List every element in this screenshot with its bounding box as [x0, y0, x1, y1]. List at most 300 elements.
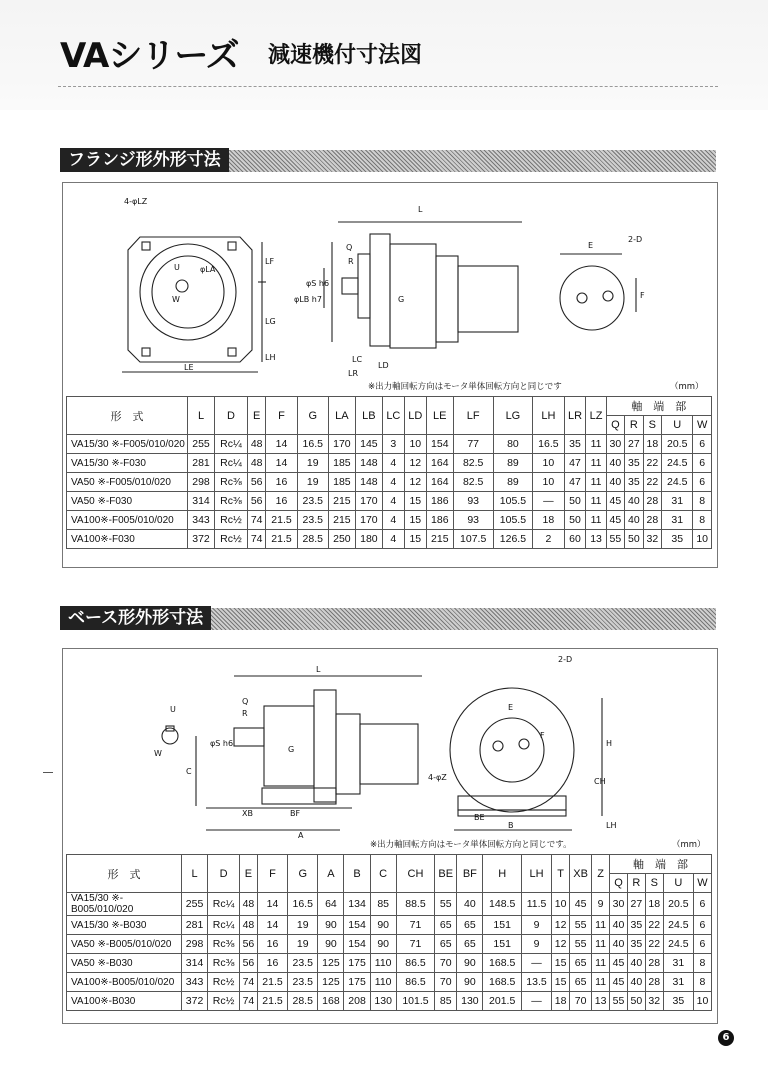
value-cell: Rc½ — [208, 992, 240, 1011]
value-cell: 28 — [645, 973, 663, 992]
value-cell: 55 — [570, 916, 592, 935]
value-cell: — — [521, 992, 551, 1011]
w-label: W — [154, 749, 162, 758]
value-cell: 88.5 — [396, 893, 434, 916]
value-cell: 22 — [645, 916, 663, 935]
col-header: F — [266, 397, 297, 435]
value-cell: 35 — [625, 473, 643, 492]
flange-dimension-table — [66, 396, 712, 549]
value-cell: 12 — [552, 916, 570, 935]
value-cell: 14 — [257, 893, 287, 916]
header-divider — [58, 86, 718, 87]
value-cell: 74 — [239, 992, 257, 1011]
value-cell: 10 — [533, 454, 564, 473]
value-cell: 4 — [382, 511, 404, 530]
value-cell: 28.5 — [288, 992, 318, 1011]
value-cell: 185 — [328, 473, 355, 492]
table-row — [67, 893, 712, 916]
value-cell: 4 — [382, 530, 404, 549]
model-cell: VA15/30 ※-F030 — [67, 454, 188, 473]
s-label: φS h6 — [210, 739, 234, 748]
value-cell: 168.5 — [483, 973, 521, 992]
model-cell: VA15/30 ※-B030 — [67, 916, 182, 935]
value-cell: 8 — [693, 954, 711, 973]
value-cell: 6 — [693, 435, 712, 454]
col-header: U — [662, 416, 693, 435]
col-header: LC — [382, 397, 404, 435]
table-row — [67, 530, 712, 549]
value-cell: 343 — [188, 511, 215, 530]
value-cell: 126.5 — [493, 530, 533, 549]
value-cell: 101.5 — [396, 992, 434, 1011]
f-label: F — [640, 291, 645, 300]
value-cell: 71 — [396, 916, 434, 935]
value-cell: 89 — [493, 454, 533, 473]
value-cell: 20.5 — [662, 435, 693, 454]
value-cell: 168.5 — [483, 954, 521, 973]
col-header: L — [188, 397, 215, 435]
table-row — [67, 935, 712, 954]
value-cell: 16 — [257, 935, 287, 954]
col-header: LR — [564, 397, 586, 435]
ch-label: CH — [594, 777, 606, 786]
value-cell: 105.5 — [493, 492, 533, 511]
value-cell: 40 — [610, 935, 628, 954]
value-cell: 215 — [328, 511, 355, 530]
value-cell: 35 — [625, 454, 643, 473]
value-cell: 110 — [370, 954, 396, 973]
value-cell: 186 — [426, 492, 453, 511]
value-cell: 164 — [426, 473, 453, 492]
lg-label: LG — [265, 317, 276, 326]
value-cell: 40 — [457, 893, 483, 916]
value-cell: 45 — [610, 973, 628, 992]
l-label: L — [418, 205, 423, 214]
value-cell: 90 — [457, 973, 483, 992]
table-row — [67, 473, 712, 492]
value-cell: 45 — [570, 893, 592, 916]
value-cell: 19 — [297, 473, 328, 492]
value-cell: 16.5 — [533, 435, 564, 454]
value-cell: 125 — [318, 954, 344, 973]
value-cell: 19 — [297, 454, 328, 473]
value-cell: 45 — [610, 954, 628, 973]
model-cell: VA50 ※-F005/010/020 — [67, 473, 188, 492]
value-cell: 8 — [693, 492, 712, 511]
col-header: D — [208, 855, 240, 893]
e-label: E — [508, 703, 514, 712]
value-cell: 35 — [564, 435, 586, 454]
xb-label: XB — [242, 809, 253, 818]
value-cell: 23.5 — [297, 492, 328, 511]
value-cell: 48 — [247, 435, 265, 454]
value-cell: 201.5 — [483, 992, 521, 1011]
value-cell: 13 — [592, 992, 610, 1011]
value-cell: 24.5 — [662, 454, 693, 473]
z-label: 4-φZ — [428, 773, 447, 782]
value-cell: 21.5 — [257, 992, 287, 1011]
value-cell: 23.5 — [288, 954, 318, 973]
value-cell: 130 — [457, 992, 483, 1011]
value-cell: 24.5 — [663, 916, 693, 935]
value-cell: 23.5 — [297, 511, 328, 530]
value-cell: 170 — [328, 435, 355, 454]
value-cell: 11 — [592, 973, 610, 992]
value-cell: 31 — [663, 973, 693, 992]
value-cell: 56 — [247, 473, 265, 492]
value-cell: 90 — [318, 935, 344, 954]
model-cell: VA100※-B005/010/020 — [67, 973, 182, 992]
value-cell: 314 — [182, 954, 208, 973]
value-cell: 85 — [435, 992, 457, 1011]
value-cell: 28.5 — [297, 530, 328, 549]
value-cell: 47 — [564, 454, 586, 473]
col-model: 形 式 — [67, 855, 182, 893]
value-cell: 50 — [564, 511, 586, 530]
value-cell: 6 — [693, 454, 712, 473]
value-cell: 10 — [552, 893, 570, 916]
value-cell: 11.5 — [521, 893, 551, 916]
col-header: LZ — [586, 397, 606, 435]
a-label: A — [298, 831, 304, 840]
value-cell: 31 — [662, 511, 693, 530]
value-cell: 90 — [318, 916, 344, 935]
lc-label: LC — [352, 355, 363, 364]
value-cell: 3 — [382, 435, 404, 454]
d2-label: 2-D — [558, 655, 573, 664]
value-cell: 6 — [693, 473, 712, 492]
value-cell: 372 — [188, 530, 215, 549]
value-cell: 15 — [404, 530, 426, 549]
g-label: G — [288, 745, 295, 754]
model-cell: VA100※-F030 — [67, 530, 188, 549]
value-cell: 11 — [586, 473, 606, 492]
value-cell: 15 — [552, 973, 570, 992]
col-header: LG — [493, 397, 533, 435]
u-label: U — [174, 263, 180, 272]
e-label: E — [588, 241, 594, 250]
value-cell: 31 — [663, 954, 693, 973]
value-cell: Rc⅜ — [215, 492, 248, 511]
value-cell: 70 — [570, 992, 592, 1011]
value-cell: 86.5 — [396, 973, 434, 992]
col-header: BE — [435, 855, 457, 893]
value-cell: 9 — [521, 935, 551, 954]
model-cell: VA50 ※-B030 — [67, 954, 182, 973]
value-cell: 56 — [239, 935, 257, 954]
value-cell: 50 — [627, 992, 645, 1011]
value-cell: 298 — [182, 935, 208, 954]
col-header: BF — [457, 855, 483, 893]
base-unit: （mm） — [672, 840, 706, 850]
value-cell: 55 — [606, 530, 624, 549]
value-cell: Rc½ — [208, 973, 240, 992]
value-cell: 27 — [625, 435, 643, 454]
value-cell: 4 — [382, 473, 404, 492]
col-header: R — [627, 874, 645, 893]
value-cell: Rc⅜ — [208, 954, 240, 973]
value-cell: 134 — [344, 893, 370, 916]
c-label: C — [186, 767, 192, 776]
value-cell: 22 — [643, 454, 661, 473]
value-cell: 48 — [239, 893, 257, 916]
value-cell: 208 — [344, 992, 370, 1011]
value-cell: 93 — [453, 492, 493, 511]
value-cell: 18 — [533, 511, 564, 530]
col-header: R — [625, 416, 643, 435]
series-title: VAシリーズ — [60, 36, 239, 76]
value-cell: 16.5 — [288, 893, 318, 916]
table-row — [67, 454, 712, 473]
value-cell: 77 — [453, 435, 493, 454]
r-label: R — [242, 709, 248, 718]
value-cell: 48 — [247, 454, 265, 473]
value-cell: 24.5 — [662, 473, 693, 492]
value-cell: 4 — [382, 454, 404, 473]
table-row — [67, 973, 712, 992]
value-cell: 55 — [570, 935, 592, 954]
col-header: G — [288, 855, 318, 893]
le-label: LE — [184, 363, 194, 372]
value-cell: 32 — [645, 992, 663, 1011]
value-cell: 11 — [586, 435, 606, 454]
value-cell: 55 — [610, 992, 628, 1011]
value-cell: 168 — [318, 992, 344, 1011]
value-cell: Rc¼ — [208, 893, 240, 916]
value-cell: 35 — [663, 992, 693, 1011]
col-header: A — [318, 855, 344, 893]
flange-table-body — [67, 435, 712, 549]
value-cell: 56 — [239, 954, 257, 973]
table-row — [67, 511, 712, 530]
value-cell: 154 — [426, 435, 453, 454]
value-cell: 48 — [239, 916, 257, 935]
col-header: LD — [404, 397, 426, 435]
value-cell: 65 — [435, 935, 457, 954]
page-subtitle: 減速機付寸法図 — [268, 43, 423, 68]
value-cell: 93 — [453, 511, 493, 530]
value-cell: 21.5 — [266, 511, 297, 530]
l-label: L — [316, 665, 321, 674]
value-cell: 31 — [662, 492, 693, 511]
col-header: LF — [453, 397, 493, 435]
value-cell: 314 — [188, 492, 215, 511]
value-cell: 2 — [533, 530, 564, 549]
value-cell: Rc⅜ — [208, 935, 240, 954]
col-header: E — [239, 855, 257, 893]
col-header: W — [693, 874, 711, 893]
value-cell: 74 — [247, 511, 265, 530]
value-cell: 15 — [552, 954, 570, 973]
base-dimension-table — [66, 854, 712, 1011]
value-cell: 11 — [592, 916, 610, 935]
value-cell: 65 — [457, 916, 483, 935]
value-cell: 15 — [404, 511, 426, 530]
value-cell: 65 — [435, 916, 457, 935]
value-cell: 148 — [355, 473, 382, 492]
value-cell: 9 — [592, 893, 610, 916]
value-cell: 186 — [426, 511, 453, 530]
la-label: φLA — [200, 265, 216, 274]
u-label: U — [170, 705, 176, 714]
value-cell: 4 — [382, 492, 404, 511]
value-cell: Rc¼ — [215, 435, 248, 454]
value-cell: 8 — [693, 973, 711, 992]
value-cell: 6 — [693, 893, 711, 916]
table-row — [67, 435, 712, 454]
value-cell: 11 — [586, 454, 606, 473]
value-cell: 215 — [426, 530, 453, 549]
page-number: 6 — [718, 1030, 734, 1046]
model-cell: VA15/30 ※-B005/010/020 — [67, 893, 182, 916]
col-header: C — [370, 855, 396, 893]
col-header: G — [297, 397, 328, 435]
bf-label: BF — [290, 809, 301, 818]
value-cell: 14 — [257, 916, 287, 935]
col-header: S — [645, 874, 663, 893]
value-cell: — — [521, 954, 551, 973]
value-cell: 89 — [493, 473, 533, 492]
shaft-group-header: 軸 端 部 — [610, 855, 712, 874]
b-label: B — [508, 821, 514, 830]
value-cell: 6 — [693, 935, 711, 954]
value-cell: 55 — [435, 893, 457, 916]
value-cell: 19 — [288, 916, 318, 935]
value-cell: 82.5 — [453, 473, 493, 492]
value-cell: 85 — [370, 893, 396, 916]
col-header: E — [247, 397, 265, 435]
value-cell: 90 — [370, 935, 396, 954]
value-cell: 70 — [435, 954, 457, 973]
table-row — [67, 492, 712, 511]
value-cell: 40 — [627, 954, 645, 973]
value-cell: 12 — [404, 473, 426, 492]
value-cell: 16 — [257, 954, 287, 973]
value-cell: 185 — [328, 454, 355, 473]
value-cell: 8 — [693, 511, 712, 530]
value-cell: 13.5 — [521, 973, 551, 992]
value-cell: 12 — [404, 454, 426, 473]
value-cell: 32 — [643, 530, 661, 549]
table-row — [67, 916, 712, 935]
base-section-title: ベース形外形寸法 — [60, 606, 211, 630]
value-cell: 164 — [426, 454, 453, 473]
base-table-body — [67, 893, 712, 1011]
value-cell: 80 — [493, 435, 533, 454]
value-cell: 15 — [404, 492, 426, 511]
value-cell: 10 — [533, 473, 564, 492]
value-cell: 130 — [370, 992, 396, 1011]
col-header: D — [215, 397, 248, 435]
value-cell: 28 — [645, 954, 663, 973]
value-cell: 10 — [693, 530, 712, 549]
value-cell: 11 — [592, 954, 610, 973]
value-cell: Rc¼ — [208, 916, 240, 935]
value-cell: 45 — [606, 492, 624, 511]
value-cell: 10 — [693, 992, 711, 1011]
lh-label: LH — [606, 821, 617, 830]
value-cell: 65 — [570, 973, 592, 992]
value-cell: 13 — [586, 530, 606, 549]
value-cell: 145 — [355, 435, 382, 454]
value-cell: 148.5 — [483, 893, 521, 916]
f-label: F — [540, 731, 545, 740]
value-cell: 215 — [328, 492, 355, 511]
col-header: B — [344, 855, 370, 893]
value-cell: 21.5 — [266, 530, 297, 549]
margin-mark — [43, 772, 53, 773]
value-cell: 281 — [188, 454, 215, 473]
value-cell: 35 — [627, 916, 645, 935]
col-header: S — [643, 416, 661, 435]
value-cell: 154 — [344, 916, 370, 935]
value-cell: 65 — [570, 954, 592, 973]
value-cell: 86.5 — [396, 954, 434, 973]
value-cell: 16 — [266, 492, 297, 511]
value-cell: 90 — [457, 954, 483, 973]
value-cell: 298 — [188, 473, 215, 492]
value-cell: 60 — [564, 530, 586, 549]
value-cell: 107.5 — [453, 530, 493, 549]
value-cell: — — [533, 492, 564, 511]
value-cell: 255 — [182, 893, 208, 916]
value-cell: 18 — [552, 992, 570, 1011]
value-cell: 65 — [457, 935, 483, 954]
value-cell: 22 — [645, 935, 663, 954]
value-cell: 82.5 — [453, 454, 493, 473]
value-cell: 10 — [404, 435, 426, 454]
value-cell: 281 — [182, 916, 208, 935]
value-cell: 74 — [239, 973, 257, 992]
value-cell: 35 — [627, 935, 645, 954]
value-cell: Rc½ — [215, 530, 248, 549]
lb-label: φLB h7 — [294, 295, 322, 304]
value-cell: 28 — [643, 492, 661, 511]
value-cell: 151 — [483, 935, 521, 954]
table-row — [67, 992, 712, 1011]
value-cell: 47 — [564, 473, 586, 492]
col-header: F — [257, 855, 287, 893]
value-cell: 21.5 — [257, 973, 287, 992]
value-cell: 40 — [625, 511, 643, 530]
model-cell: VA15/30 ※-F005/010/020 — [67, 435, 188, 454]
model-cell: VA50 ※-B005/010/020 — [67, 935, 182, 954]
shaft-group-header: 軸 端 部 — [606, 397, 711, 416]
value-cell: 14 — [266, 454, 297, 473]
base-drawing — [62, 648, 716, 848]
value-cell: 40 — [627, 973, 645, 992]
value-cell: 40 — [606, 473, 624, 492]
value-cell: Rc⅜ — [215, 473, 248, 492]
value-cell: 40 — [610, 916, 628, 935]
value-cell: 40 — [625, 492, 643, 511]
w-label: W — [172, 295, 180, 304]
be-label: BE — [474, 813, 485, 822]
value-cell: 148 — [355, 454, 382, 473]
value-cell: 250 — [328, 530, 355, 549]
value-cell: 151 — [483, 916, 521, 935]
value-cell: 170 — [355, 492, 382, 511]
d2-label: 2-D — [628, 235, 643, 244]
value-cell: 154 — [344, 935, 370, 954]
value-cell: 105.5 — [493, 511, 533, 530]
s-label: φS h6 — [306, 279, 330, 288]
value-cell: 40 — [606, 454, 624, 473]
flange-drawing — [62, 182, 716, 392]
value-cell: 28 — [643, 511, 661, 530]
model-cell: VA100※-F005/010/020 — [67, 511, 188, 530]
value-cell: 45 — [606, 511, 624, 530]
